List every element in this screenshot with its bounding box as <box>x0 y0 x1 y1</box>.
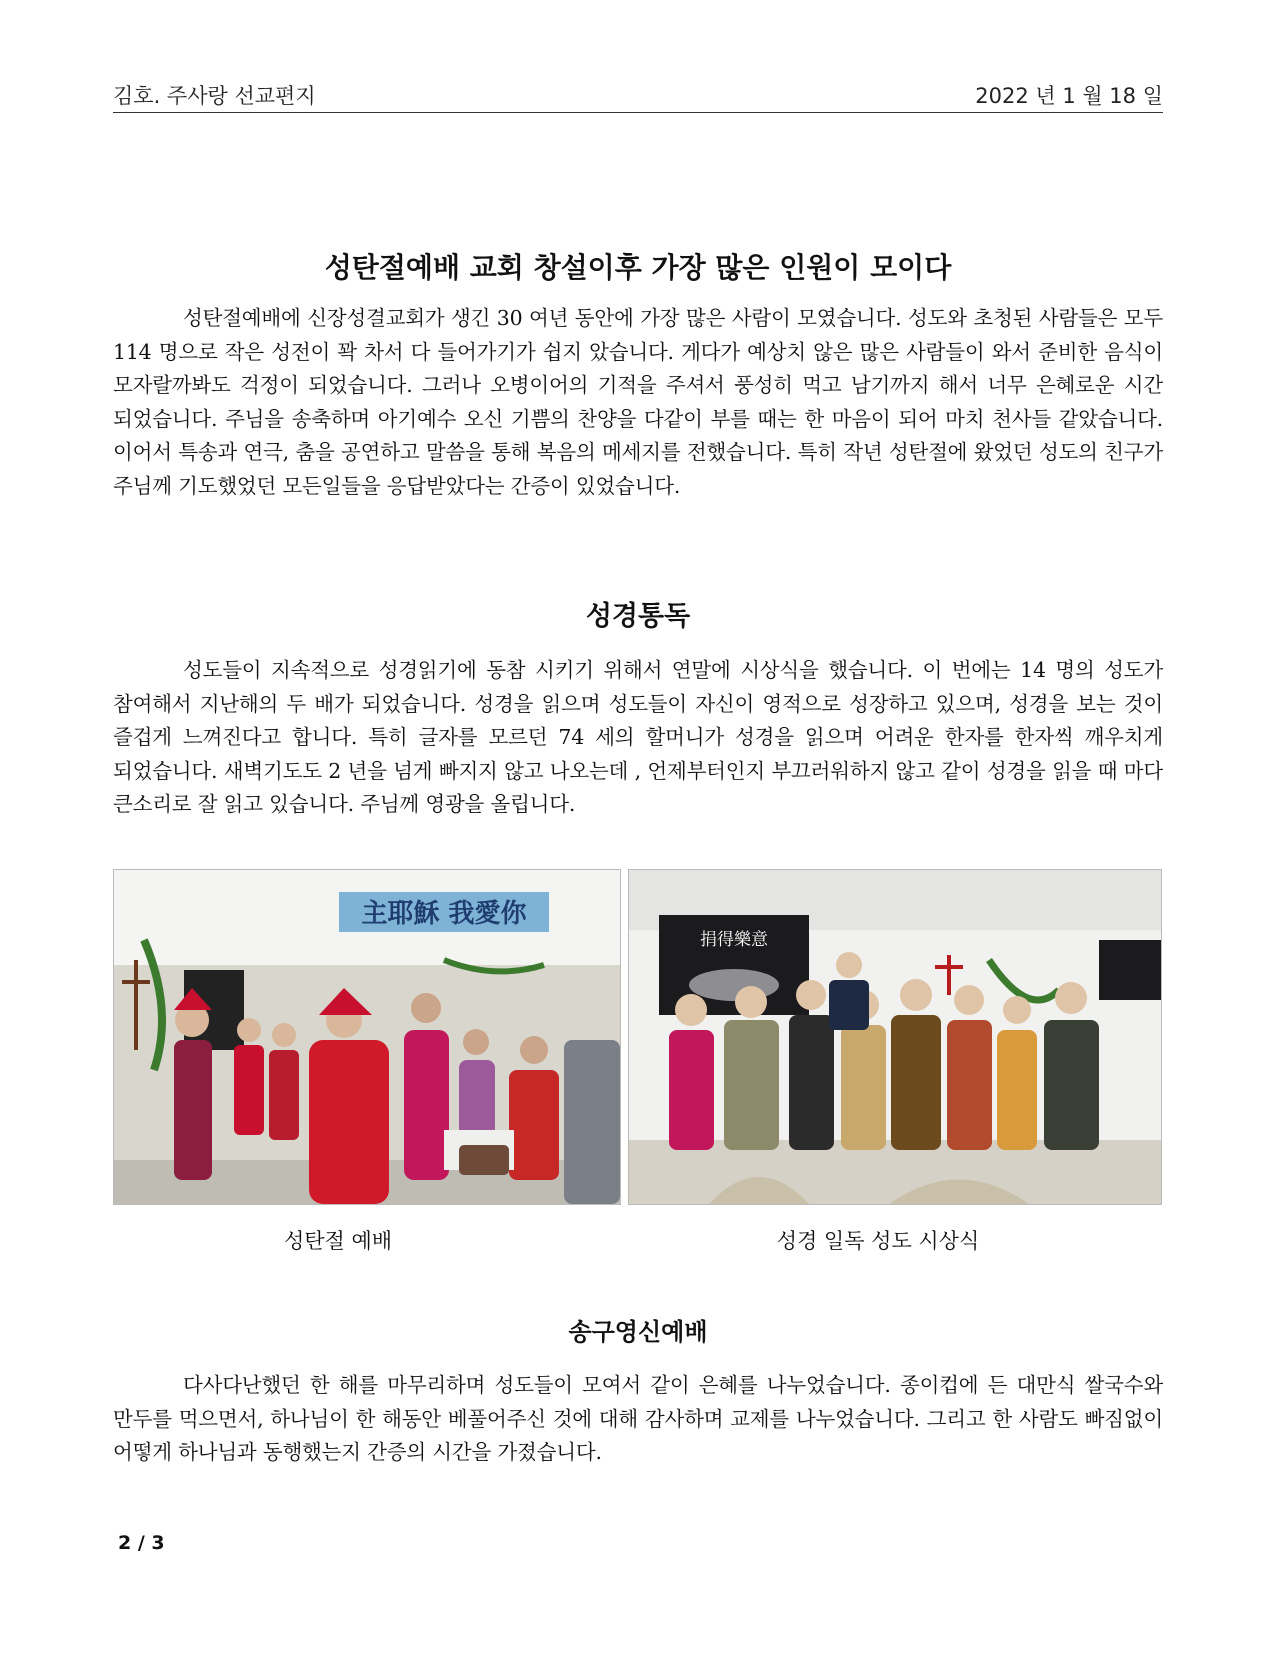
header-sender: 김호. 주사랑 선교편지 <box>113 84 316 108</box>
section-body-new-year: 다사다난했던 한 해를 마무리하며 성도들이 모여서 같이 은혜를 나누었습니다. 종이컵에 든 대만식 쌀국수와 만두를 먹으면서, 하나님이 한 해동안 베풀어주신 것에 대해 감사하며 교제를 나누었습니다. 그리고 한 사람도 빠짐없이 어떻게 하나님과 동행했는지 간증의 시간을 가졌습니다. <box>113 1373 1163 1464</box>
photo-christmas-service <box>113 869 621 1205</box>
photo-caption-bible-award: 성경 일독 성도 시상식 <box>776 1229 980 1253</box>
banner-text: 主耶穌 我愛你 <box>361 899 527 929</box>
section-title-new-year: 송구영신예배 <box>568 1318 708 1346</box>
page-number: 2 / 3 <box>118 1532 165 1554</box>
photo-bible-award <box>628 869 1162 1205</box>
screen-text: 捐得樂意 <box>700 930 768 950</box>
photo-caption-christmas: 성탄절 예배 <box>283 1229 393 1253</box>
section-body-christmas: 성탄절예배에 신장성결교회가 생긴 30 여년 동안에 가장 많은 사람이 모였습니다. 성도와 초청된 사람들은 모두 114 명으로 작은 성전이 꽉 차서 다 들어가기가 쉽지 았습니다. 게다가 예상치 않은 많은 사람들이 와서 준비한 음식이 모자랄까봐도 걱정이 되었습니다. 그러나 오병이어의 기적을 주셔서 풍성히 먹고 남기까지 해서 너무 은혜로운 시간 되었습니다. 주님을 송축하며 아기예수 오신 기쁨의 찬양을 다같이 부를 때는 한 마음이 되어 마치 천사들 같았습니다. 이어서 특송과 연극, 춤을 공연하고 말씀을 통해 복음의 메세지를 전했습니다. 특히 작년 성탄절에 왔었던 성도의 친구가 주님께 기도했었던 모든일들을 응답받았다는 간증이 있었습니다. <box>113 306 1163 498</box>
header-date: 2022 년 1 월 18 일 <box>975 84 1163 108</box>
section-title-christmas: 성탄절예배 교회 창설이후 가장 많은 인원이 모이다 <box>324 251 952 284</box>
section-title-bible-reading: 성경통독 <box>585 601 691 632</box>
page-header <box>113 78 1163 113</box>
section-body-bible-reading: 성도들이 지속적으로 성경읽기에 동참 시키기 위해서 연말에 시상식을 했습니다. 이 번에는 14 명의 성도가 참여해서 지난해의 두 배가 되었습니다. 성경을 읽으며 성도들이 자신이 영적으로 성장하고 있으며, 성경을 보는 것이 즐겁게 느껴진다고 합니다. 특히 글자를 모르던 74 세의 할머니가 성경을 읽으며 어려운 한자를 한자씩 깨우치게 되었습니다. 새벽기도도 2 년을 넘게 빠지지 않고 나오는데 , 언제부터인지 부끄러워하지 않고 같이 성경을 읽을 때 마다 큰소리로 잘 읽고 있습니다. 주님께 영광을 올립니다. <box>113 658 1163 816</box>
